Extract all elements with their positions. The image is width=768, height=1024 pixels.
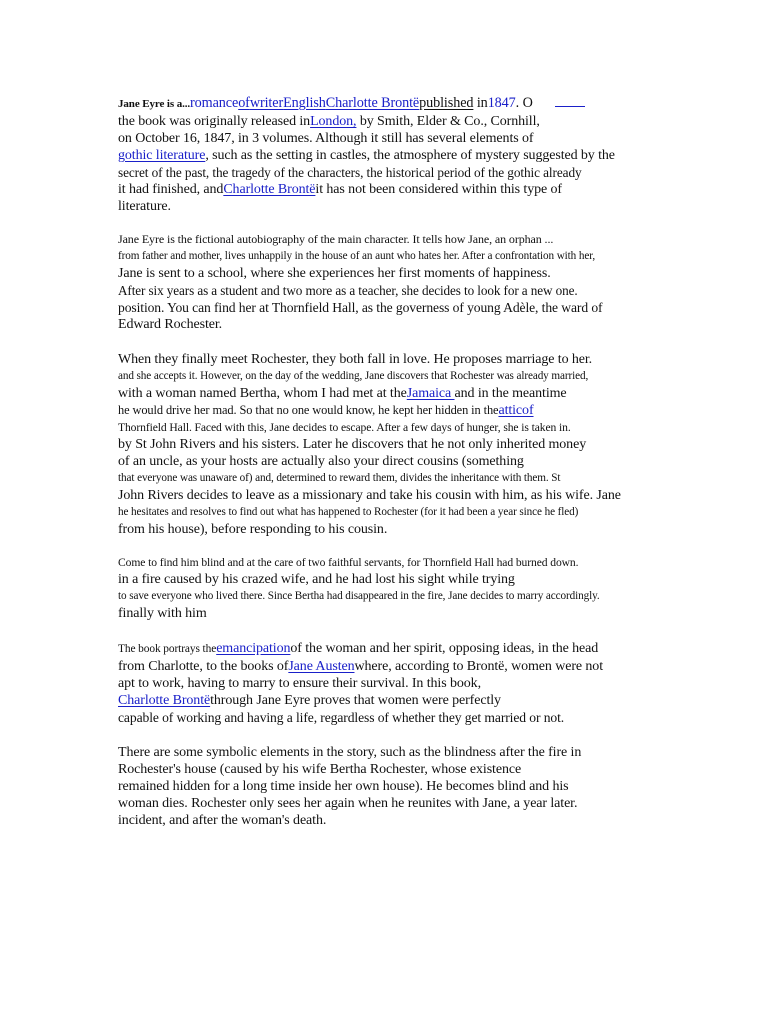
line: woman dies. Rochester only sees her again when he reunites with Jane, a year later. bbox=[118, 796, 578, 811]
link-english[interactable]: English bbox=[283, 95, 326, 111]
line bbox=[118, 402, 678, 419]
line: on October 16, 1847, in 3 volumes. Although it still has several elements of bbox=[118, 131, 534, 146]
text: he would drive her mad. So that no one would know, he kept her hidden in the bbox=[118, 403, 499, 417]
line bbox=[118, 692, 678, 709]
link-charlotte-bronte-3[interactable]: Charlotte Brontë bbox=[118, 693, 211, 708]
blank-link[interactable] bbox=[555, 94, 585, 107]
paragraph-symbolism bbox=[118, 744, 678, 829]
link-charlotte-bronte-2[interactable]: Charlotte Brontë bbox=[223, 182, 316, 197]
line bbox=[118, 181, 678, 198]
line bbox=[118, 658, 678, 675]
text: The book portrays the bbox=[118, 643, 217, 655]
line: incident, and after the woman's death. bbox=[118, 813, 327, 828]
line: Come to find him blind and at the care of two faithful servants, for Thornfield Hall had burned down. bbox=[118, 556, 579, 569]
link-of[interactable]: of bbox=[238, 95, 250, 111]
paragraph-rochester bbox=[118, 351, 678, 538]
line: of an uncle, as your hosts are actually also your direct cousins (something bbox=[118, 454, 524, 469]
text: of the woman and her spirit, opposing ideas, in the head bbox=[290, 641, 599, 656]
text: the book was originally released in bbox=[118, 114, 311, 129]
text: it had finished, and bbox=[118, 182, 224, 197]
text: with a woman named Bertha, whom I had met at the bbox=[118, 386, 407, 401]
document-page bbox=[118, 94, 678, 829]
line: from father and mother, lives unhappily in the house of an aunt who hates her. After a confrontation with her, bbox=[118, 250, 596, 262]
line: capable of working and having a life, regardless of whether they get married or not. bbox=[118, 710, 565, 725]
text: it has not been considered within this type of bbox=[315, 182, 562, 197]
text: and in the meantime bbox=[454, 386, 567, 401]
line: Rochester's house (caused by his wife Bertha Rochester, whose existence bbox=[118, 762, 522, 777]
line bbox=[118, 113, 678, 130]
line: from his house), before responding to his cousin. bbox=[118, 522, 388, 537]
line: Edward Rochester. bbox=[118, 317, 223, 332]
link-emancipation[interactable]: emancipation bbox=[216, 641, 291, 656]
line: remained hidden for a long time inside her own house). He becomes blind and his bbox=[118, 779, 569, 794]
paragraph-summary bbox=[118, 231, 678, 333]
paragraph-emancipation bbox=[118, 640, 678, 726]
line: literature. bbox=[118, 199, 171, 214]
line: secret of the past, the tragedy of the characters, the historical period of the gothic already bbox=[118, 165, 582, 180]
line: After six years as a student and two more as a teacher, she decides to look for a new one. bbox=[118, 283, 578, 298]
line: Jane is sent to a school, where she experiences her first moments of happiness. bbox=[118, 266, 551, 281]
line: that everyone was unaware of) and, determined to reward them, divides the inheritance with them. St bbox=[118, 472, 561, 484]
link-romance[interactable]: romance bbox=[190, 95, 239, 111]
paragraph-intro bbox=[118, 94, 678, 215]
text: by Smith, Elder & Co., Cornhill, bbox=[356, 114, 540, 129]
text: from Charlotte, to the books of bbox=[118, 659, 289, 674]
line: There are some symbolic elements in the story, such as the blindness after the fire in bbox=[118, 745, 582, 760]
line bbox=[118, 94, 678, 113]
line: and she accepts it. However, on the day of the wedding, Jane discovers that Rochester was already married, bbox=[118, 370, 589, 382]
link-jamaica[interactable]: Jamaica bbox=[406, 386, 455, 401]
link-attic[interactable]: atticof bbox=[498, 403, 534, 418]
line: he hesitates and resolves to find out what has happened to Rochester (for it had been a year since he fled) bbox=[118, 506, 579, 518]
line: Thornfield Hall. Faced with this, Jane decides to escape. After a few days of hunger, she is taken in. bbox=[118, 421, 571, 434]
line: John Rivers decides to leave as a missionary and take his cousin with him, as his wife. Jane bbox=[118, 488, 621, 503]
line: finally with him bbox=[118, 606, 207, 621]
paragraph-ending bbox=[118, 554, 678, 622]
text: , such as the setting in castles, the atmosphere of mystery suggested by the bbox=[205, 148, 615, 163]
text: through Jane Eyre proves that women were perfectly bbox=[210, 693, 501, 708]
line: in a fire caused by his crazed wife, and he had lost his sight while trying bbox=[118, 572, 515, 587]
line: to save everyone who lived there. Since Bertha had disappeared in the fire, Jane decides to marry accordingly. bbox=[118, 590, 600, 602]
published-text: published bbox=[419, 95, 474, 111]
line: Jane Eyre is the fictional autobiography of the main character. It tells how Jane, an orphan ... bbox=[118, 232, 554, 246]
line bbox=[118, 385, 678, 402]
line: apt to work, having to marry to ensure their survival. In this book, bbox=[118, 676, 481, 691]
lead-text: Jane Eyre is a... bbox=[118, 98, 191, 110]
link-gothic-literature[interactable]: gothic literature bbox=[118, 148, 206, 163]
in-text: in bbox=[473, 95, 488, 111]
link-london[interactable]: London, bbox=[310, 114, 357, 129]
link-jane-austen[interactable]: Jane Austen bbox=[288, 659, 355, 674]
link-charlotte-bronte[interactable]: Charlotte Brontë bbox=[325, 95, 420, 111]
line: position. You can find her at Thornfield Hall, as the governess of young Adèle, the ward of bbox=[118, 300, 603, 315]
tail-text: . O bbox=[515, 95, 533, 111]
link-writer[interactable]: writer bbox=[249, 95, 284, 111]
line: When they finally meet Rochester, they both fall in love. He proposes marriage to her. bbox=[118, 352, 593, 367]
line bbox=[118, 640, 678, 658]
link-1847[interactable]: 1847 bbox=[487, 95, 516, 111]
text: where, according to Brontë, women were not bbox=[354, 659, 603, 674]
line: by St John Rivers and his sisters. Later he discovers that he not only inherited money bbox=[118, 437, 587, 452]
line bbox=[118, 147, 678, 164]
